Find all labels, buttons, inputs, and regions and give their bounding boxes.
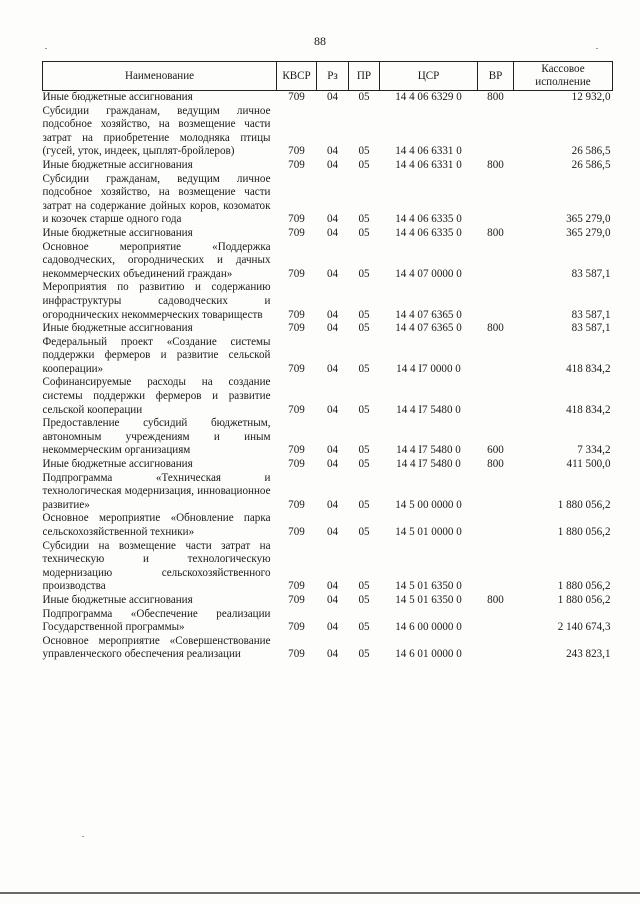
cell-kvsr: 709 bbox=[288, 322, 305, 335]
cell-vr: 800 bbox=[487, 158, 504, 171]
cell-amount: 12 932,0 bbox=[571, 91, 611, 103]
cell-pr: 05 bbox=[358, 458, 370, 471]
cell-name: Подпрограмма «Техническая и технологическая модернизация, инновационное развитие» bbox=[42, 471, 271, 511]
cell-csr: 14 4 06 6331 0 bbox=[395, 158, 462, 171]
table-row bbox=[43, 241, 613, 282]
cell-kvsr: 709 bbox=[288, 498, 305, 511]
cell-rz: 04 bbox=[326, 362, 339, 375]
cell-csr: 14 4 07 6365 0 bbox=[395, 322, 462, 335]
cell-name: Основное мероприятие «Совершенствование управленческого обеспечения реализации bbox=[42, 634, 271, 661]
header-rz: Рз bbox=[317, 62, 349, 91]
cell-vr bbox=[478, 241, 514, 282]
cell-name: Иные бюджетные ассигнования bbox=[42, 322, 193, 335]
cell-rz: 04 bbox=[326, 267, 339, 280]
cell-name: Федеральный проект «Создание системы поддержки фермеров и развитие сельской кооперации» bbox=[42, 335, 271, 375]
cell-name: Иные бюджетные ассигнования bbox=[42, 158, 193, 171]
cell-vr: 800 bbox=[487, 322, 504, 335]
cell-kvsr: 709 bbox=[288, 648, 305, 661]
cell-vr: 800 bbox=[487, 593, 504, 606]
cell-rz: 04 bbox=[326, 226, 339, 239]
cell-pr: 05 bbox=[358, 621, 370, 634]
cell-vr bbox=[478, 105, 514, 159]
cell-pr: 05 bbox=[358, 403, 370, 416]
table-row bbox=[43, 417, 613, 458]
cell-amount: 411 500,0 bbox=[566, 458, 611, 471]
cell-rz: 04 bbox=[326, 621, 339, 634]
cell-pr: 05 bbox=[358, 362, 370, 375]
cell-vr bbox=[478, 472, 514, 513]
table-row bbox=[43, 376, 613, 417]
cell-name: Иные бюджетные ассигнования bbox=[42, 458, 193, 471]
cell-pr: 05 bbox=[358, 444, 370, 457]
cell-csr: 14 4 06 6335 0 bbox=[395, 213, 462, 226]
header-vr: ВР bbox=[478, 62, 514, 91]
cell-amount: 418 834,2 bbox=[566, 403, 611, 416]
cell-kvsr: 709 bbox=[288, 403, 305, 416]
cell-name: Субсидии гражданам, ведущим личное подсобное хозяйство, на возмещение части затрат на приобретение молодняка птицы (гусей, уток, индеек, цыплят-бройлеров) bbox=[42, 104, 271, 158]
cell-name: Мероприятия по развитию и содержанию инфраструктуры садоводческих и огороднических некоммерческих товариществ bbox=[42, 281, 271, 321]
cell-vr bbox=[478, 336, 514, 377]
cell-amount: 418 834,2 bbox=[566, 362, 611, 375]
cell-csr: 14 4 I7 0000 0 bbox=[396, 362, 461, 375]
table-row bbox=[43, 458, 613, 472]
cell-rz: 04 bbox=[326, 498, 339, 511]
cell-kvsr: 709 bbox=[288, 226, 305, 239]
cell-kvsr: 709 bbox=[288, 267, 305, 280]
cell-vr bbox=[478, 635, 514, 662]
cell-name: Основное мероприятие «Обновление парка сельскохозяйственной техники» bbox=[42, 512, 271, 538]
cell-pr: 05 bbox=[358, 226, 370, 239]
table-row bbox=[43, 227, 613, 241]
cell-rz: 04 bbox=[326, 91, 339, 103]
table-header bbox=[43, 62, 613, 91]
cell-rz: 04 bbox=[326, 458, 339, 471]
cell-csr: 14 4 06 6335 0 bbox=[395, 226, 462, 239]
cell-amount: 1 880 056,2 bbox=[557, 580, 611, 593]
cell-vr bbox=[478, 281, 514, 322]
header-amount: Кассовое исполнение bbox=[514, 62, 613, 91]
table-row bbox=[43, 336, 613, 377]
cell-rz: 04 bbox=[326, 158, 339, 171]
header-pr: ПР bbox=[349, 62, 380, 91]
cell-amount: 83 587,1 bbox=[571, 322, 611, 335]
cell-vr: 800 bbox=[487, 226, 504, 239]
scan-bottom-edge bbox=[0, 892, 640, 894]
cell-kvsr: 709 bbox=[288, 621, 305, 634]
cell-name: Иные бюджетные ассигнования bbox=[42, 91, 193, 103]
cell-csr: 14 5 01 6350 0 bbox=[395, 580, 462, 593]
cell-pr: 05 bbox=[358, 145, 370, 158]
cell-amount: 365 279,0 bbox=[566, 213, 611, 226]
cell-csr: 14 5 00 0000 0 bbox=[395, 498, 462, 511]
cell-amount: 83 587,1 bbox=[571, 308, 611, 321]
cell-rz: 04 bbox=[326, 308, 339, 321]
cell-kvsr: 709 bbox=[288, 145, 305, 158]
cell-kvsr: 709 bbox=[288, 158, 305, 171]
cell-rz: 04 bbox=[326, 403, 339, 416]
table-body bbox=[43, 91, 613, 662]
cell-vr bbox=[478, 173, 514, 227]
cell-csr: 14 4 06 6331 0 bbox=[395, 145, 462, 158]
cell-name: Субсидии на возмещение части затрат на техническую и технологическую модернизацию сельскохозяйственного производства bbox=[42, 539, 271, 593]
table-row bbox=[43, 635, 613, 662]
cell-pr: 05 bbox=[358, 213, 370, 226]
cell-pr: 05 bbox=[358, 498, 370, 511]
cell-csr: 14 6 01 0000 0 bbox=[395, 648, 462, 661]
cell-pr: 05 bbox=[358, 580, 370, 593]
cell-csr: 14 4 07 6365 0 bbox=[395, 308, 462, 321]
cell-amount: 7 334,2 bbox=[577, 444, 611, 457]
cell-rz: 04 bbox=[326, 593, 339, 606]
header-name: Наименование bbox=[43, 62, 277, 91]
cell-kvsr: 709 bbox=[288, 308, 305, 321]
cell-kvsr: 709 bbox=[288, 213, 305, 226]
cell-name: Софинансируемые расходы на создание системы поддержки фермеров и развитие сельской кооперации bbox=[42, 376, 271, 416]
cell-name: Подпрограмма «Обеспечение реализации Государственной программы» bbox=[42, 607, 271, 634]
cell-vr: 800 bbox=[487, 458, 504, 471]
cell-kvsr: 709 bbox=[288, 526, 305, 538]
header-kvsr: КВСР bbox=[277, 62, 317, 91]
cell-amount: 365 279,0 bbox=[566, 226, 611, 239]
cell-kvsr: 709 bbox=[288, 91, 305, 103]
header-csr: ЦСР bbox=[380, 62, 478, 91]
table-row bbox=[43, 159, 613, 173]
table-row bbox=[43, 322, 613, 336]
cell-kvsr: 709 bbox=[288, 444, 305, 457]
cell-pr: 05 bbox=[358, 308, 370, 321]
cell-rz: 04 bbox=[326, 213, 339, 226]
budget-table bbox=[42, 61, 613, 662]
table-row bbox=[43, 281, 613, 322]
table-row bbox=[43, 91, 613, 105]
cell-kvsr: 709 bbox=[288, 580, 305, 593]
cell-kvsr: 709 bbox=[288, 362, 305, 375]
cell-amount: 1 880 056,2 bbox=[557, 498, 611, 511]
cell-csr: 14 4 I7 5480 0 bbox=[396, 458, 461, 471]
cell-name: Основное мероприятие «Поддержка садоводческих, огороднических и дачных некоммерческих объединений граждан» bbox=[42, 240, 271, 280]
cell-csr: 14 5 01 0000 0 bbox=[395, 526, 462, 538]
cell-pr: 05 bbox=[358, 267, 370, 280]
cell-rz: 04 bbox=[326, 145, 339, 158]
cell-vr bbox=[478, 540, 514, 594]
page-number: 88 bbox=[314, 34, 326, 48]
cell-pr: 05 bbox=[358, 158, 370, 171]
cell-pr: 05 bbox=[358, 322, 370, 335]
scan-speck bbox=[82, 836, 84, 837]
cell-csr: 14 5 01 6350 0 bbox=[395, 593, 462, 606]
table-row bbox=[43, 594, 613, 608]
table-row bbox=[43, 105, 613, 159]
cell-pr: 05 bbox=[358, 526, 370, 538]
cell-csr: 14 4 I7 5480 0 bbox=[396, 403, 461, 416]
cell-amount: 26 586,5 bbox=[571, 158, 611, 171]
cell-name: Иные бюджетные ассигнования bbox=[42, 593, 193, 606]
table-row bbox=[43, 472, 613, 513]
cell-vr bbox=[478, 376, 514, 417]
cell-name: Иные бюджетные ассигнования bbox=[42, 226, 193, 239]
cell-pr: 05 bbox=[358, 91, 370, 103]
cell-amount: 243 823,1 bbox=[566, 648, 611, 661]
cell-pr: 05 bbox=[358, 648, 370, 661]
table-row bbox=[43, 173, 613, 227]
cell-rz: 04 bbox=[326, 322, 339, 335]
cell-vr: 800 bbox=[487, 91, 504, 103]
cell-name: Предоставление субсидий бюджетным, автономным учреждениям и иным некоммерческим организациям bbox=[42, 417, 271, 457]
cell-rz: 04 bbox=[326, 526, 339, 538]
cell-amount: 26 586,5 bbox=[571, 145, 611, 158]
cell-pr: 05 bbox=[358, 593, 370, 606]
cell-vr bbox=[478, 608, 514, 635]
scan-speck bbox=[45, 48, 47, 49]
cell-amount: 83 587,1 bbox=[571, 267, 611, 280]
table-row bbox=[43, 512, 613, 539]
cell-rz: 04 bbox=[326, 444, 339, 457]
cell-amount: 2 140 674,3 bbox=[557, 621, 611, 634]
table-row bbox=[43, 608, 613, 635]
cell-csr: 14 4 07 0000 0 bbox=[395, 267, 462, 280]
cell-rz: 04 bbox=[326, 580, 339, 593]
scan-speck bbox=[596, 48, 598, 49]
cell-csr: 14 6 00 0000 0 bbox=[395, 621, 462, 634]
cell-name: Субсидии гражданам, ведущим личное подсобное хозяйство, на возмещение части затрат на содержание дойных коров, козоматок и козочек старше одного года bbox=[42, 172, 271, 226]
table-row bbox=[43, 540, 613, 594]
cell-kvsr: 709 bbox=[288, 593, 305, 606]
cell-kvsr: 709 bbox=[288, 458, 305, 471]
cell-amount: 1 880 056,2 bbox=[557, 593, 611, 606]
cell-vr: 600 bbox=[487, 444, 504, 457]
cell-rz: 04 bbox=[326, 648, 339, 661]
cell-csr: 14 4 06 6329 0 bbox=[395, 91, 462, 103]
cell-vr bbox=[478, 512, 514, 539]
cell-csr: 14 4 I7 5480 0 bbox=[396, 444, 461, 457]
cell-amount: 1 880 056,2 bbox=[557, 526, 611, 538]
